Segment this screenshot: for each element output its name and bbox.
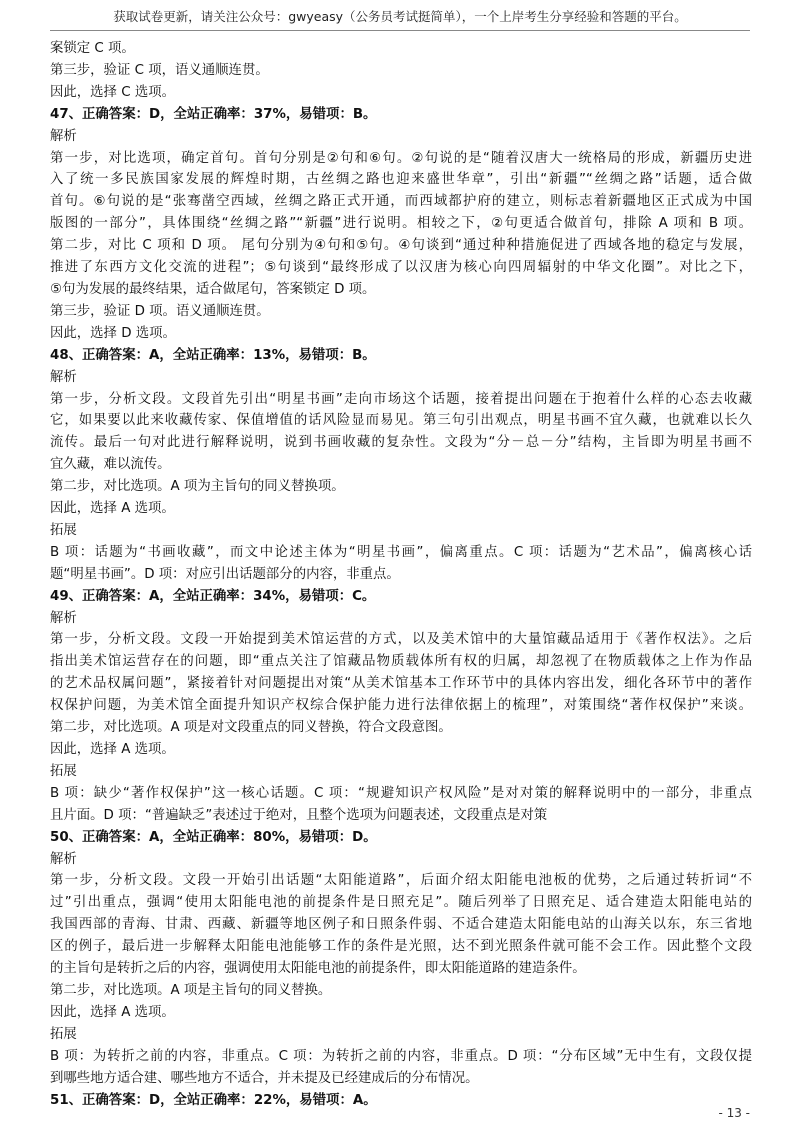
text-line: 解析 bbox=[50, 369, 77, 385]
text-line: 第一步，分析文段。文段一开始提到美术馆运营的方式，以及美术馆中的大量馆藏品适用于《著作权法》。之后 bbox=[50, 632, 752, 648]
text-line: 解析 bbox=[50, 610, 77, 626]
text-line: 流传。最后一句对此进行解释说明，说到书画收藏的复杂性。文段为“分－总－分”结构，主旨即为明星书画不 bbox=[50, 435, 752, 451]
document-body bbox=[50, 38, 752, 1111]
text-line: 推进了东西方文化交流的进程”；⑤句谈到“最终形成了以汉唐为核心向四周辐射的中华文化圈”。对比之下， bbox=[50, 260, 752, 276]
text-line: 第一步，分析文段。文段一开始引出话题“太阳能道路”，后面介绍太阳能电池板的优势，之后通过转折词“不 bbox=[50, 873, 752, 889]
answer-heading: 47、正确答案：D，全站正确率：37%，易错项：B。 bbox=[50, 106, 377, 122]
text-line: 版图的一部分”，具体围绕“丝绸之路”“新疆”进行说明。相较之下，②句更适合做首句，排除 A 项和 B 项。 bbox=[50, 216, 752, 232]
text-line: 第二步，对比选项。A 项为主旨句的同义替换项。 bbox=[50, 479, 345, 495]
text-line: 首句。⑥句说的是“张骞凿空西域，丝绸之路正式开通，而西域都护府的建立，则标志着新疆地区正式成为中国 bbox=[50, 194, 752, 210]
text-line: 第二步，对比选项。A 项是主旨句的同义替换。 bbox=[50, 982, 332, 998]
text-line: 解析 bbox=[50, 128, 77, 144]
text-line: 因此，选择 A 选项。 bbox=[50, 501, 175, 517]
text-line: 第一步，分析文段。文段首先引出“明星书画”走向市场这个话题，接着提出问题在于抱着什么样的心态去收藏 bbox=[50, 391, 752, 407]
text-line: 解析 bbox=[50, 851, 77, 867]
text-line: 第三步，验证 C 项，语义通顺连贯。 bbox=[50, 62, 269, 78]
text-line: 且片面。D 项：“普遍缺乏”表述过于绝对，且整个选项为问题表述，文段重点是对策 bbox=[50, 807, 548, 823]
text-line: 过”引出重点，强调“使用太阳能电池的前提条件是日照充足”。随后列举了日照充足、适合建造太阳能电站的 bbox=[50, 895, 752, 911]
text-line: B 项：为转折之前的内容，非重点。C 项：为转折之前的内容，非重点。D 项：“分布区域”无中生有，文段仅提 bbox=[50, 1048, 752, 1064]
text-line: 的主旨句是转折之后的内容，强调使用太阳能电池的前提条件，即太阳能道路的建造条件。 bbox=[50, 961, 586, 977]
text-line: 权保护问题，为美术馆全面提升知识产权综合保护能力进行法律依据上的梳理”，对策围绕“著作权保护”来谈。 bbox=[50, 698, 752, 714]
text-line: 拓展 bbox=[50, 522, 77, 538]
text-line: 到哪些地方适合建、哪些地方不适合，并未提及已经建成后的分布情况。 bbox=[50, 1070, 479, 1086]
text-line: 我国西部的青海、甘肃、西藏、新疆等地区例子和日照条件弱、不适合建造太阳能电站的山海关以东，东三省地 bbox=[50, 917, 752, 933]
header-divider bbox=[50, 30, 750, 31]
text-line: 它，如果要以此来收藏传家、保值增值的话风险显而易见。第三句引出观点，明星书画不宜久藏，也就难以长久 bbox=[50, 413, 752, 429]
text-line: 拓展 bbox=[50, 1026, 77, 1042]
text-line: 区的例子，最后进一步解释太阳能电池能够工作的条件是光照，达不到光照条件就可能不会工作。因此整个文段 bbox=[50, 939, 752, 955]
text-line: 第一步，对比选项，确定首句。首句分别是②句和⑥句。②句说的是“随着汉唐大一统格局的形成，新疆历史进 bbox=[50, 150, 752, 166]
text-line: 入了统一多民族国家发展的辉煌时期，古丝绸之路也迎来盛世华章”，引出“新疆”“丝绸之路”话题，适合做 bbox=[50, 172, 752, 188]
text-line: B 项：话题为“书画收藏”，而文中论述主体为“明星书画”，偏离重点。C 项：话题为“艺术品”，偏离核心话 bbox=[50, 544, 752, 560]
text-line: 指出美术馆运营存在的问题，即“重点关注了馆藏品物质载体所有权的归属，却忽视了在物质载体之上作为作品 bbox=[50, 654, 752, 670]
text-line: 宜久藏，难以流传。 bbox=[50, 457, 171, 473]
answer-heading: 51、正确答案：D，全站正确率：22%，易错项：A。 bbox=[50, 1092, 377, 1108]
text-line: 的艺术品权属问题”，紧接着针对问题提出对策“从美术馆基本工作环节中的具体内容出发，细化各环节中的著作 bbox=[50, 676, 752, 692]
text-line: ⑤句为发展的最终结果，适合做尾句，答案锁定 D 项。 bbox=[50, 281, 376, 297]
text-line: 因此，选择 C 选项。 bbox=[50, 84, 175, 100]
text-line: 因此，选择 A 选项。 bbox=[50, 742, 175, 757]
text-line: B 项：缺少“著作权保护”这一核心话题。C 项：“规避知识产权风险”是对对策的解释说明中的一部分，非重点 bbox=[50, 785, 752, 801]
answer-heading: 50、正确答案：A，全站正确率：80%，易错项：D。 bbox=[50, 829, 377, 845]
text-line: 题“明星书画”。D 项：对应引出话题部分的内容，非重点。 bbox=[50, 566, 400, 582]
text-line: 第三步，验证 D 项。语义通顺连贯。 bbox=[50, 303, 270, 319]
page-number: - 13 - bbox=[718, 1106, 750, 1120]
answer-heading: 48、正确答案：A，全站正确率：13%，易错项：B。 bbox=[50, 347, 376, 363]
text-line: 因此，选择 D 选项。 bbox=[50, 325, 176, 341]
text-line: 因此，选择 A 选项。 bbox=[50, 1004, 175, 1020]
page-header: 获取试卷更新，请关注公众号：gwyeasy（公务员考试挺简单），一个上岸考生分享经验和答题的平台。 bbox=[113, 9, 687, 24]
answer-heading: 49、正确答案：A，全站正确率：34%，易错项：C。 bbox=[50, 588, 376, 604]
text-line: 拓展 bbox=[50, 763, 77, 779]
text-line: 案锁定 C 项。 bbox=[50, 41, 135, 56]
text-line: 第二步，对比 C 项和 D 项。 尾句分别为④句和⑤句。④句谈到“通过种种措施促进了西域各地的稳定与发展， bbox=[50, 238, 752, 254]
text-line: 第二步，对比选项。A 项是对文段重点的同义替换，符合文段意图。 bbox=[50, 720, 452, 736]
